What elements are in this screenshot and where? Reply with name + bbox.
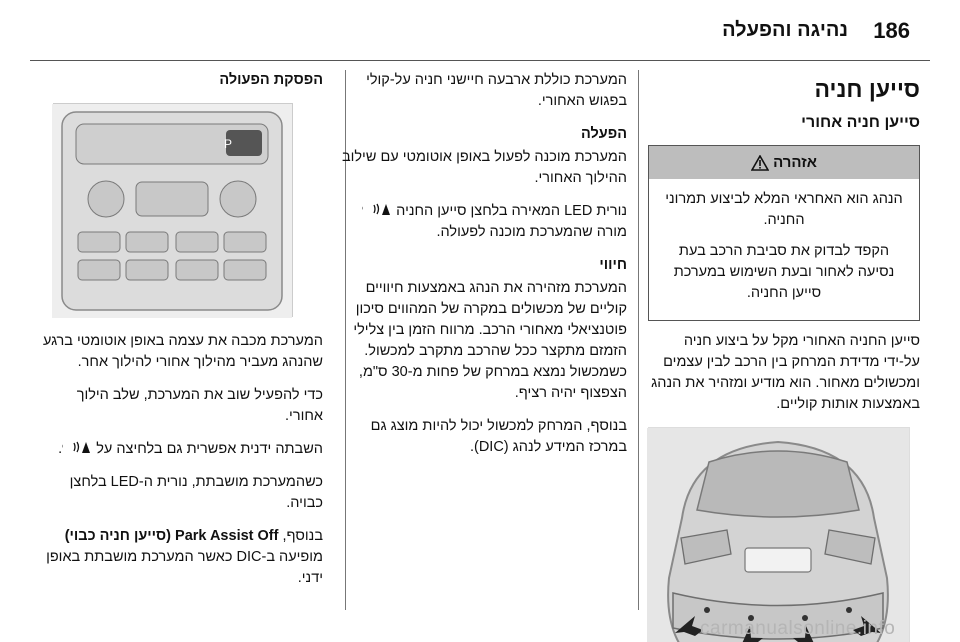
deactivation-heading: הפסקת הפעולה [219,72,323,88]
chapter-title: נהיגה והפעלה [722,19,848,41]
section-heading: סייען חניה [814,76,920,102]
intro-paragraph: המערכת כוללת ארבעה חיישני חניה על-קולי בפגוש האחורי. [366,72,627,109]
manual-off-period: . [58,441,63,457]
led-text-end: מורה שהמערכת מוכנה לפעולה. [436,224,627,240]
page-header [30,16,930,56]
led-text-start: נורית LED המאירה בלחצן סייען החניה [396,203,627,219]
reactivate-paragraph: כדי להפעיל שוב את המערכת, שלב הילוך אחורי. [76,387,323,424]
site-watermark: carmanualsonline.info [700,618,896,639]
warning-label: אזהרה [773,154,817,171]
auto-off-paragraph: המערכת מכבה את עצמה באופן אוטומטי ברגע שהנהג מעביר מהילוך אחורי להילוך אחר. [42,333,323,370]
rear-bumper-sensors-illustration [648,427,910,642]
subsection-heading: סייען חניה אחורי [801,114,920,131]
column-right [648,70,920,642]
activation-heading: הפעלה [580,126,627,142]
warning-content [649,179,919,320]
svg-text:P [362,202,363,217]
dic-lead: בנוסף, [278,528,323,544]
indication-paragraph: המערכת מזהירה את הנהג באמצעות חיוויים קוליים של מכשולים במקרה של המהווים סיכון פוטנציאלי מאחורי הרכב. מרווח הזמן בין צלילי הזמזם מתקצר ככל שהרכב מתקרב למכשול. כשמכשול נמצא במרחק של פחות מ-30 ס"מ, הצפצוף יהיה רציף. [353,280,627,401]
manual-off-paragraph [35,439,323,460]
activation-paragraph: המערכת מוכנה לפעול באופן אוטומטי עם שילוב ההילוך האחורי. [341,149,627,186]
dic-paragraph: בנוסף, המרחק למכשול יכול להיות מוצג גם במרכז המידע לנהג (DIC). [370,418,627,455]
warning-text-1: הנהג הוא האחראי המלא לביצוע תמרוני החניה. [665,191,903,228]
description-paragraph: סייען החניה האחורי מקל על ביצוע חניה על-ידי מדידת המרחק בין הרכב לבין עצמים ומכשולים מאחור. הוא מודיע ומזהיר את הנהג באמצעות אותות קוליים. [651,333,920,412]
header-divider [30,60,930,61]
warning-header [649,146,919,179]
park-assist-icon [62,439,92,455]
column-left [35,70,323,601]
page-number: 186 [873,18,910,43]
led-paragraph [337,201,627,243]
park-assist-icon [362,201,392,217]
warning-triangle-icon [751,155,769,171]
center-console-illustration [53,103,293,317]
dic-rest: מופיעה ב-DIC כאשר המערכת מושבתת באופן ידני. [46,549,323,586]
warning-box [648,145,920,321]
column-divider-right [638,70,639,610]
svg-text:P: P [223,137,232,151]
indication-heading: חיווי [599,257,627,273]
svg-text:P [62,440,63,455]
dic-message-paragraph [35,526,323,589]
column-middle [337,70,627,470]
console-buttons-image [52,104,292,318]
park-assist-off-message: Park Assist Off (סייען חניה כבוי) [64,528,279,544]
warning-text-2: הקפד לבדוק את סביבת הרכב בעת נסיעה לאחור ובעת השימוש במערכת סייען החניה. [673,243,895,301]
car-rear-image [647,428,909,642]
led-off-paragraph: כשהמערכת מושבתת, נורית ה-LED בלחצן כבויה. [69,474,323,511]
manual-off-text: השבתה ידנית אפשרית גם בלחיצה על [96,441,323,457]
